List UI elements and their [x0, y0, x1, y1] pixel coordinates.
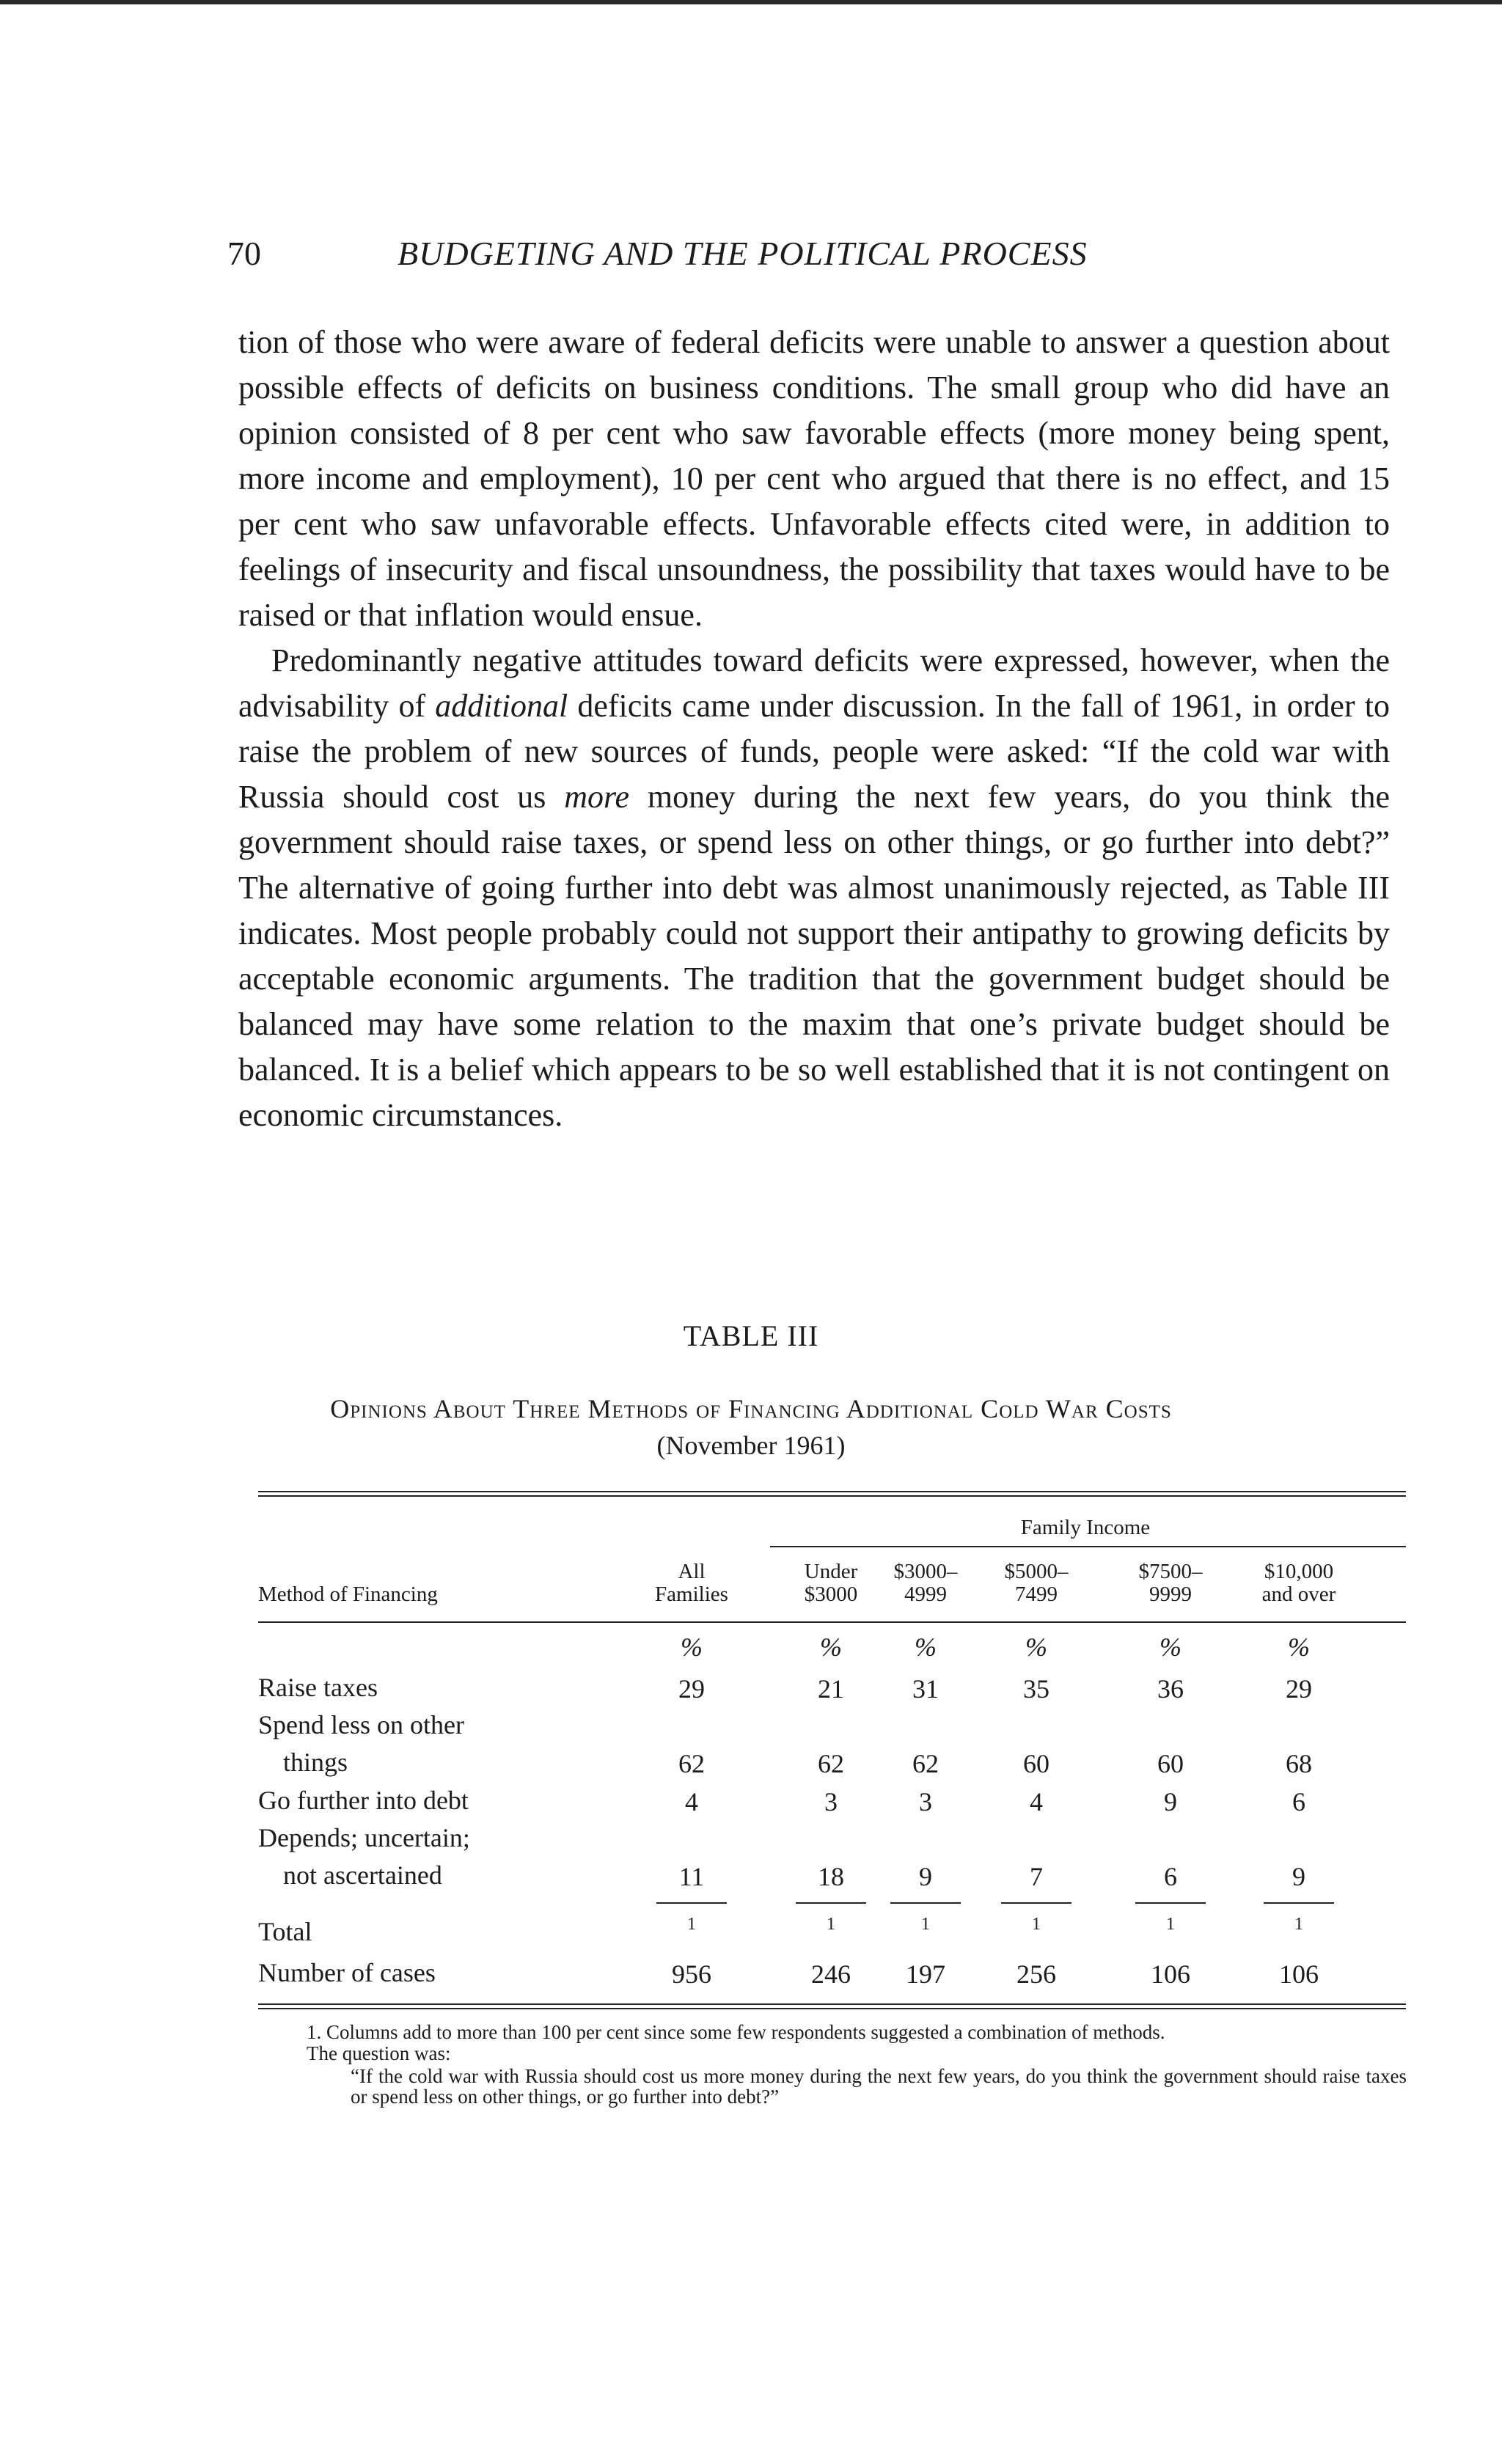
- sum-rule: [1264, 1902, 1334, 1904]
- total-footnote-marker: 1: [921, 1915, 930, 1934]
- footnote-2: The question was:: [307, 2042, 451, 2064]
- table-cell: 35: [1023, 1674, 1049, 1704]
- table-cell: 62: [818, 1749, 844, 1778]
- table-cell: 36: [1157, 1674, 1184, 1704]
- table-caption-block: [0, 1390, 1502, 1464]
- cases-cell: 256: [1016, 1959, 1056, 1989]
- family-income-header: Family Income: [1020, 1516, 1151, 1539]
- table-cell: 3: [824, 1787, 838, 1816]
- total-footnote-marker: 1: [687, 1915, 696, 1934]
- header-bottom-rule: [258, 1621, 1406, 1623]
- column-header-line1: $5000–: [1004, 1560, 1069, 1583]
- table-cell: 4: [1030, 1787, 1043, 1816]
- percent-header: %: [1025, 1632, 1047, 1662]
- table-cell: 9: [1292, 1862, 1305, 1891]
- cases-cell: 246: [811, 1959, 851, 1989]
- table-cell: 62: [678, 1749, 705, 1778]
- row-label-continuation: things: [283, 1748, 348, 1777]
- table-number: TABLE III: [683, 1319, 819, 1352]
- column-header-line1: All: [678, 1560, 706, 1583]
- table-caption: Opinions About Three Methods of Financing Additional Cold War Costs: [330, 1394, 1172, 1423]
- row-label: Go further into debt: [258, 1786, 469, 1815]
- table-cell: 29: [678, 1674, 705, 1704]
- sum-rule: [890, 1902, 961, 1904]
- percent-header: %: [915, 1632, 937, 1662]
- emphasis-more: more: [564, 779, 630, 815]
- method-header: Method of Financing: [258, 1583, 438, 1606]
- table-cell: 68: [1286, 1749, 1312, 1778]
- cases-cell: 106: [1279, 1959, 1319, 1989]
- paragraph-2-part-a: Predominantly negative attitudes toward deficits were expressed, however, when the advisability of: [238, 642, 1390, 724]
- table-cell: 62: [912, 1749, 939, 1778]
- row-label: Depends; uncertain;: [258, 1823, 470, 1852]
- row-label: Raise taxes: [258, 1673, 378, 1702]
- column-header-line2: 9999: [1149, 1583, 1192, 1606]
- column-header-line1: $3000–: [893, 1560, 958, 1583]
- table-cell: 18: [818, 1862, 844, 1891]
- total-footnote-marker: 1: [827, 1915, 835, 1934]
- table-cell: 29: [1286, 1674, 1312, 1704]
- table-cell: 21: [818, 1674, 844, 1704]
- total-footnote-marker: 1: [1032, 1915, 1041, 1934]
- table-date: (November 1961): [656, 1431, 846, 1460]
- column-header-line2: 7499: [1015, 1583, 1058, 1606]
- column-header-line2: 4999: [904, 1583, 947, 1606]
- table-cell: 60: [1157, 1749, 1184, 1778]
- table-cell: 9: [1164, 1787, 1177, 1816]
- sum-rule: [656, 1902, 727, 1904]
- table-cell: 4: [685, 1787, 698, 1816]
- emphasis-additional: additional: [435, 688, 568, 724]
- paragraph-2-part-c: money during the next few years, do you think the government should raise taxes, or spend less on other things, or go further into debt?” The alternative of going further into debt was almost unanimously rejected, as Table III indicates. Most people probably could not support their antipathy to growing deficits by acceptable economic arguments. The tradition that the government budget should be balanced may have some relation to the maxim that one’s private budget should be balanced. It is a belief which appears to be so well established that it is not contingent on economic circumstances.: [238, 779, 1390, 1133]
- column-header-line2: $3000: [804, 1583, 858, 1606]
- table-top-rule-2: [258, 1495, 1406, 1497]
- paragraph-2-part-b: deficits came under discussion. In the fall of 1961, in order to raise the problem of new sources of funds, people were asked: “If the cold war with Russia should cost us: [238, 688, 1390, 815]
- sum-rule: [796, 1902, 866, 1904]
- table-cell: 7: [1030, 1862, 1043, 1891]
- body-text: [238, 320, 1390, 1138]
- column-header-line1: $10,000: [1264, 1560, 1334, 1583]
- family-income-rule: [770, 1546, 1406, 1547]
- sum-rule: [1135, 1902, 1206, 1904]
- table-cell: 3: [919, 1787, 932, 1816]
- table-bottom-rule: [258, 2003, 1406, 2005]
- percent-header: %: [820, 1632, 842, 1662]
- row-label: Spend less on other: [258, 1710, 464, 1739]
- column-header-line1: $7500–: [1138, 1560, 1203, 1583]
- column-header-line1: Under: [804, 1560, 858, 1583]
- percent-header: %: [1160, 1632, 1182, 1662]
- percent-header: %: [1288, 1632, 1310, 1662]
- column-header-line2: and over: [1261, 1583, 1336, 1606]
- table-cell: 6: [1164, 1862, 1177, 1891]
- running-title: BUDGETING AND THE POLITICAL PROCESS: [398, 235, 1088, 272]
- percent-header: %: [681, 1632, 703, 1662]
- table-cell: 31: [912, 1674, 939, 1704]
- footnote-1: 1. Columns add to more than 100 per cent since some few respondents suggested a combination of methods.: [307, 2021, 1165, 2043]
- table-cell: 60: [1023, 1749, 1049, 1778]
- total-footnote-marker: 1: [1166, 1915, 1175, 1934]
- page-number: 70: [227, 235, 261, 272]
- cases-cell: 197: [906, 1959, 945, 1989]
- paragraph-2: [238, 638, 1390, 1138]
- total-footnote-marker: 1: [1294, 1915, 1303, 1934]
- column-header-line2: Families: [655, 1583, 728, 1606]
- table-cell: 6: [1292, 1787, 1305, 1816]
- cases-cell: 956: [672, 1959, 711, 1989]
- table-top-rule: [258, 1491, 1406, 1492]
- paragraph-1: tion of those who were aware of federal deficits were unable to answer a question about possible effects of deficits on business conditions. The small group who did have an opinion consisted of 8 per cent who saw favorable effects (more money being spent, more income and employment), 10 per cent who argued that there is no effect, and 15 per cent who saw unfavorable effects. Unfavorable effects cited were, in addition to feelings of insecurity and fiscal unsoundness, the possibility that taxes would have to be raised or that inflation would ensue.: [238, 324, 1390, 633]
- total-label: Total: [258, 1917, 312, 1946]
- cases-cell: 106: [1151, 1959, 1190, 1989]
- table-bottom-rule-2: [258, 2008, 1406, 2009]
- top-rule: [0, 0, 1502, 4]
- row-label-continuation: not ascertained: [283, 1860, 442, 1890]
- table-cell: 11: [678, 1862, 705, 1891]
- cases-label: Number of cases: [258, 1958, 436, 1987]
- footnote-3: “If the cold war with Russia should cost us more money during the next few years, do you think the government should raise taxes or spend less on other things, or go further into debt?”: [351, 2065, 1407, 2108]
- sum-rule: [1001, 1902, 1071, 1904]
- table-cell: 9: [919, 1862, 932, 1891]
